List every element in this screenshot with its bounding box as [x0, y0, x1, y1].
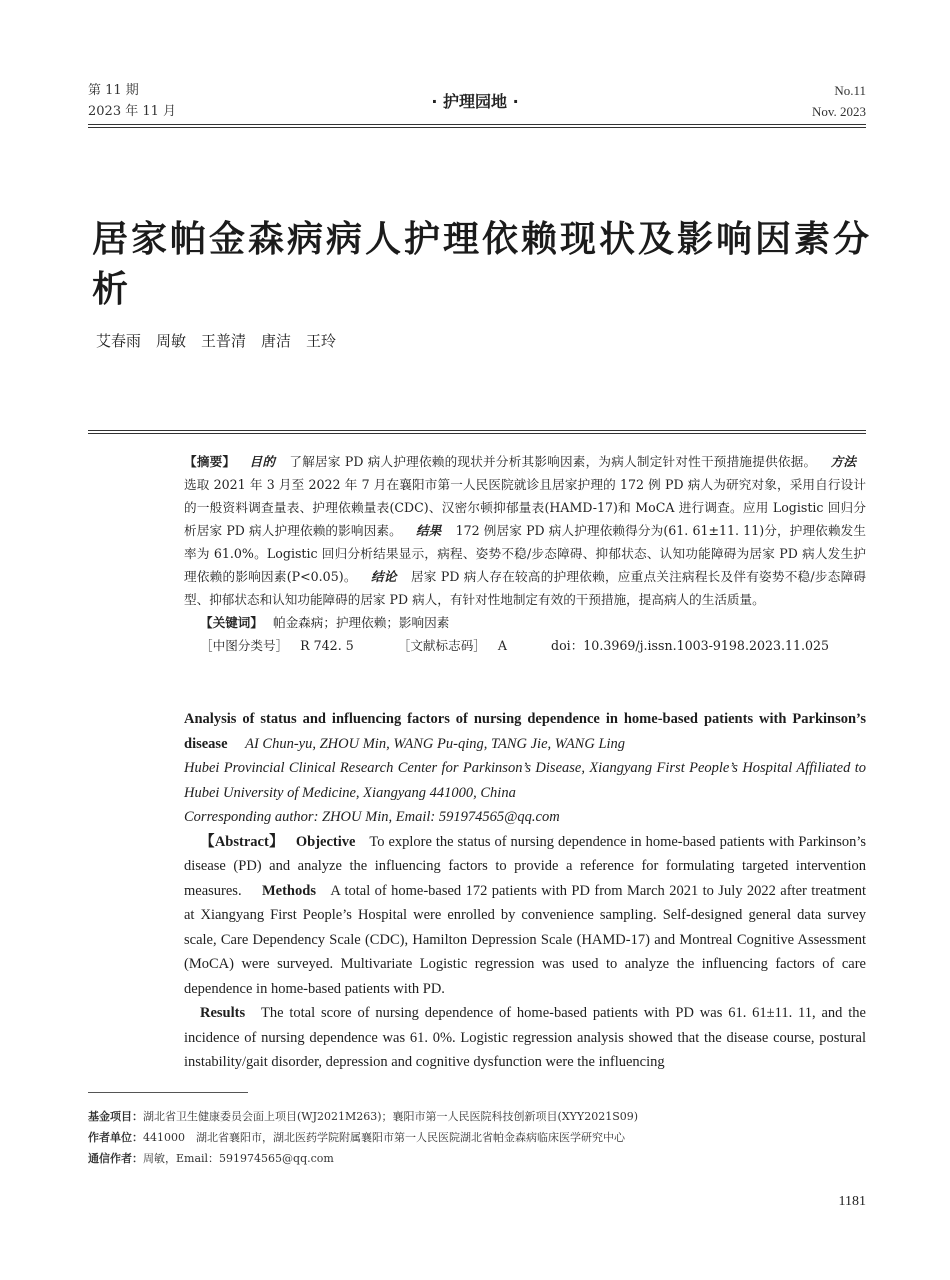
- results-text: 172 例居家 PD 病人护理依赖得分为(61. 61±11. 11)分，护理依赖发生率为 61.0%。Logistic 回归分析结果显示，病程、姿势不稳/步态障碍、抑郁状态、认知功能障碍为居家 PD 病人发生护理依赖的影响因素(P<0.05)。: [184, 523, 866, 584]
- en-objective: To explore the status of nursing dependence in home-based patients with Parkinson’s disease (PD) and analyze the influencing factors to provide a reference for formulating targeted intervention measures.: [184, 833, 867, 899]
- fund-label: 基金项目：: [88, 1110, 143, 1123]
- abstract-en: [184, 707, 866, 1075]
- doi: doi：10.3969/j.issn.1003-9198.2023.11.025: [551, 638, 830, 653]
- footnote-unit: [88, 1127, 638, 1148]
- results-label: 结果: [415, 523, 442, 538]
- en-abstract-body: [184, 830, 866, 1002]
- en-results-paragraph: [184, 1001, 866, 1075]
- issue-cn: 第 11 期: [88, 83, 139, 98]
- footnote-rule: [88, 1092, 248, 1093]
- footnotes: [88, 1106, 638, 1169]
- page-number: 1181: [838, 1194, 866, 1209]
- unit-text: 441000 湖北省襄阳市，湖北医药学院附属襄阳市第一人民医院湖北省帕金森病临床医学研究中心: [143, 1131, 625, 1144]
- header-rule: [88, 124, 866, 125]
- conclusion-text: 居家 PD 病人存在较高的护理依赖，应重点关注病程长及伴有姿势不稳/步态障碍型、抑郁状态和认知功能障碍的居家 PD 病人，有针对性地制定有效的干预措施，提高病人的生活质量。: [184, 569, 867, 607]
- abstract-cn-label: 【摘要】: [184, 454, 236, 469]
- en-title: Analysis of status and influencing factors of nursing dependence in home-based patients with Parkinson’s disease: [184, 711, 866, 752]
- doc-code: A: [497, 638, 508, 653]
- classification-row: [184, 634, 866, 657]
- en-abstract-label: 【Abstract】: [200, 833, 284, 850]
- running-header-right: [812, 80, 866, 122]
- en-methods-label: Methods: [261, 882, 316, 899]
- footnote-corresponding: [88, 1148, 638, 1169]
- authors-cn: 艾春雨 周敏 王普清 唐洁 王玲: [96, 332, 337, 350]
- en-results: The total score of nursing dependence of home-based patients with PD was 61. 61±11. 11, and the incidence of nursing dependence was 61. 0%. Logistic regression analysis showed that the disease course, postural instability/gait disorder, depression and cognitive dysfunction were the influencing: [184, 1005, 866, 1070]
- date-cn: 2023 年 11 月: [88, 104, 177, 119]
- keywords-row: [184, 611, 866, 634]
- en-affiliation: Hubei Provincial Clinical Research Center for Parkinson’s Disease, Xiangyang First People’s Hospital Affiliated to Hubei University of Medicine, Xiangyang 441000, China: [184, 760, 866, 801]
- column-title: · 护理园地 ·: [431, 92, 519, 111]
- abstract-cn-body: [184, 450, 866, 611]
- section-rule: [88, 433, 866, 434]
- unit-label: 作者单位：: [88, 1131, 143, 1144]
- en-title-line: [184, 707, 866, 756]
- en-objective-label: Objective: [295, 833, 356, 850]
- en-results-label: Results: [200, 1005, 246, 1021]
- doc-label: ［文献标志码］: [397, 638, 486, 653]
- methods-text: 选取 2021 年 3 月至 2022 年 7 月在襄阳市第一人民医院就诊且居家护理的 172 例 PD 病人为研究对象，采用自行设计的一般资料调查量表、护理依赖量表(CDC)、汉密尔顿抑郁量表(HAMD-17)和 MoCA 进行调查。应用 Logistic 回归分析居家 PD 病人护理依赖的影响因素。: [184, 477, 866, 538]
- header-rule: [88, 127, 866, 128]
- keywords: 帕金森病；护理依赖；影响因素: [272, 615, 450, 630]
- en-authors: AI Chun-yu, ZHOU Min, WANG Pu-qing, TANG Jie, WANG Ling: [245, 735, 626, 752]
- corr-text: 周敏，Email：591974565@qq.com: [143, 1152, 334, 1165]
- methods-label: 方法: [830, 454, 856, 469]
- conclusion-label: 结论: [370, 569, 397, 584]
- en-methods: A total of home-based 172 patients with PD from March 2021 to July 2022 after treatment at Xiangyang First People’s Hospital were enrolled by convenience sampling. Self-designed general data survey scale, Care Dependency Scale (CDC), Hamilton Depression Scale (HAMD-17) and Montreal Cognitive Assessment (MoCA) were surveyed. Multivariate Logistic regression was used to analyze the influencing factors of care dependence in home-based patients with PD.: [184, 882, 866, 997]
- keywords-label: 【关键词】: [200, 615, 263, 630]
- footnote-fund: [88, 1106, 638, 1127]
- objective-label: 目的: [249, 454, 276, 469]
- issue-en: No.11: [834, 83, 866, 98]
- date-en: Nov. 2023: [811, 104, 866, 119]
- fund-text: 湖北省卫生健康委员会面上项目(WJ2021M263)；襄阳市第一人民医院科技创新项目(XYY2021S09): [143, 1110, 639, 1123]
- clc: R 742. 5: [300, 638, 354, 653]
- abstract-cn: [184, 450, 866, 657]
- clc-label: ［中图分类号］: [200, 638, 289, 653]
- objective-text: 了解居家 PD 病人护理依赖的现状并分析其影响因素，为病人制定针对性干预措施提供依据。: [289, 454, 817, 469]
- section-rule: [88, 430, 866, 431]
- en-corresponding: Corresponding author: ZHOU Min, Email: 591974565@qq.com: [184, 809, 560, 825]
- article-title: 居家帕金森病病人护理依赖现状及影响因素分析: [92, 218, 873, 310]
- corr-label: 通信作者：: [88, 1152, 143, 1165]
